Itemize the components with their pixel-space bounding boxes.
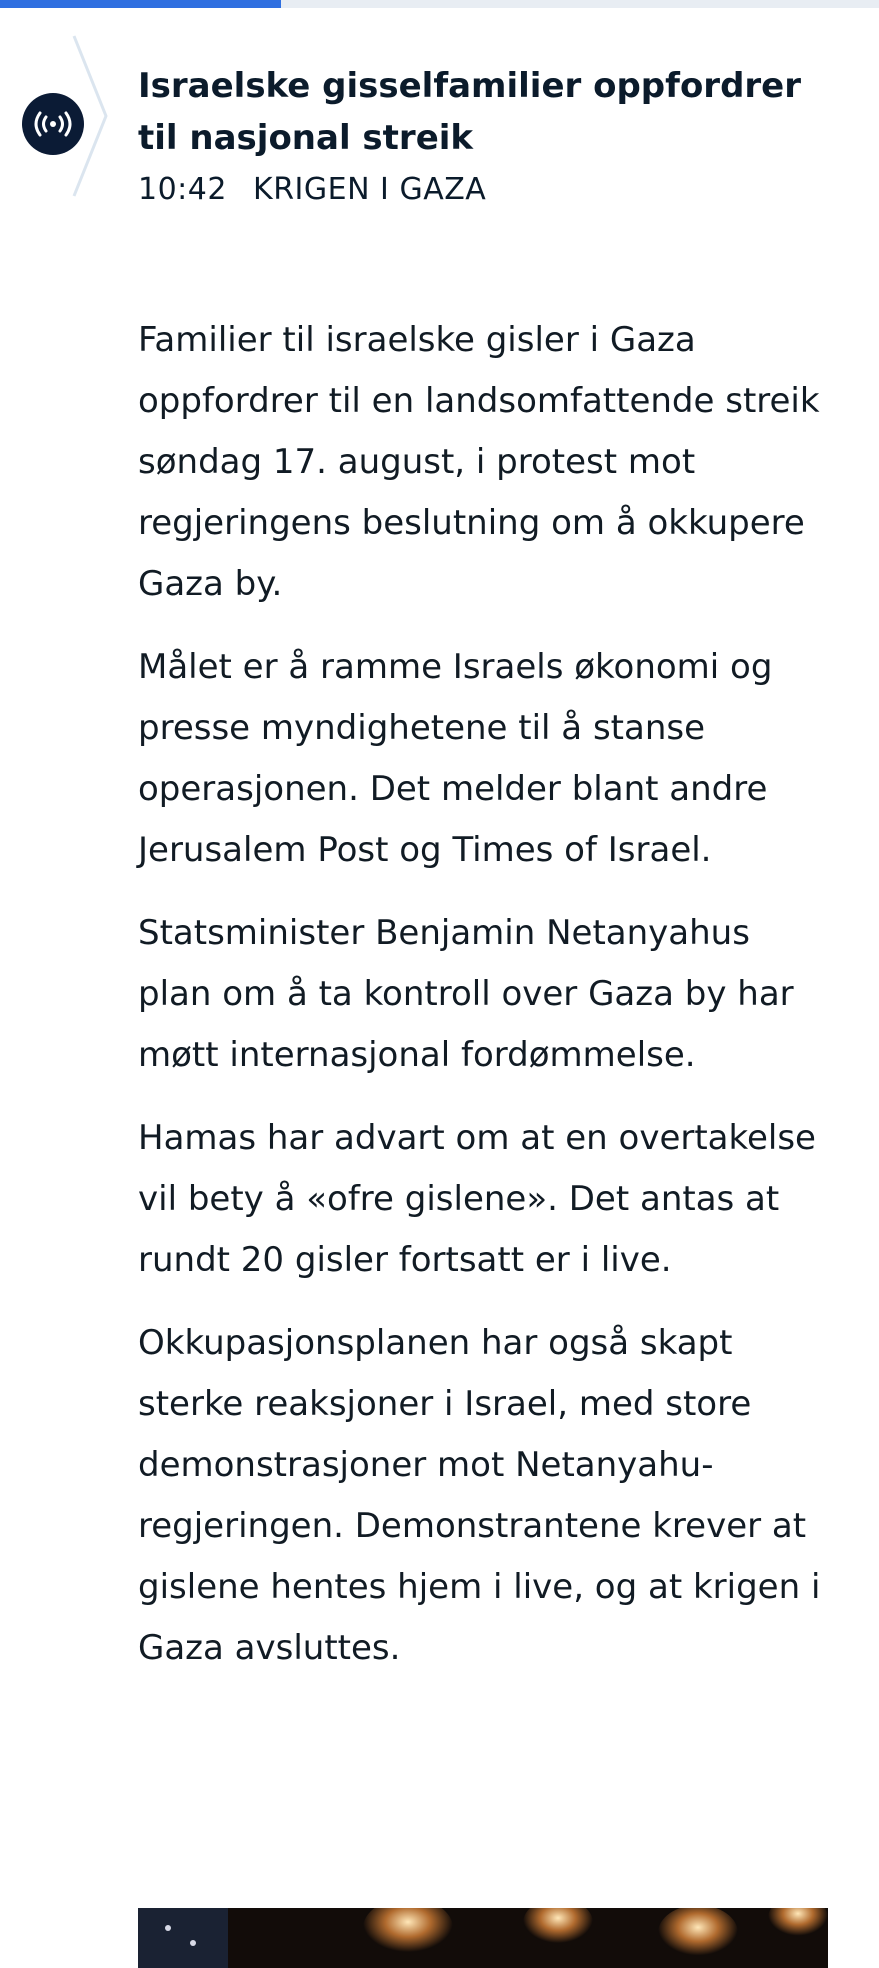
article-paragraph: Målet er å ramme Israels økonomi og presse myndighetene til å stanse operasjonen. Det melder blant andre Jerusalem Post og Times of Israel.: [138, 647, 773, 870]
article-paragraph: Hamas har advart om at en overtakelse vil bety å «ofre gislene». Det antas at rundt 20 gisler fortsatt er i live.: [138, 1118, 816, 1280]
live-entry-header: [138, 60, 848, 210]
reading-progress-fill: [0, 0, 281, 8]
article-image[interactable]: [138, 1908, 828, 1968]
article-paragraph: Familier til israelske gisler i Gaza oppfordrer til en landsomfattende streik søndag 17. august, i protest mot regjeringens beslutning om å okkupere Gaza by.: [138, 320, 820, 604]
timeline-marker: [0, 8, 120, 248]
entry-category[interactable]: KRIGEN I GAZA: [253, 172, 487, 207]
article-body: [138, 310, 828, 1701]
article-paragraph: Okkupasjonsplanen har også skapt sterke reaksjoner i Israel, med store demonstrasjoner mot Netanyahu-regjeringen. Demonstrantene krever at gislene hentes hjem i live, og at krigen i Gaza avsluttes.: [138, 1323, 821, 1668]
reading-progress-bar: [0, 0, 879, 8]
entry-time: 10:42: [138, 172, 227, 207]
entry-title[interactable]: Israelske gisselfamilier oppfordrer til nasjonal streik: [138, 66, 801, 158]
entry-meta: [138, 170, 848, 210]
article-paragraph: Statsminister Benjamin Netanyahus plan om å ta kontroll over Gaza by har møtt internasjonal fordømmelse.: [138, 913, 794, 1075]
article-image-photo: [138, 1908, 828, 1968]
broadcast-icon: [22, 93, 84, 155]
